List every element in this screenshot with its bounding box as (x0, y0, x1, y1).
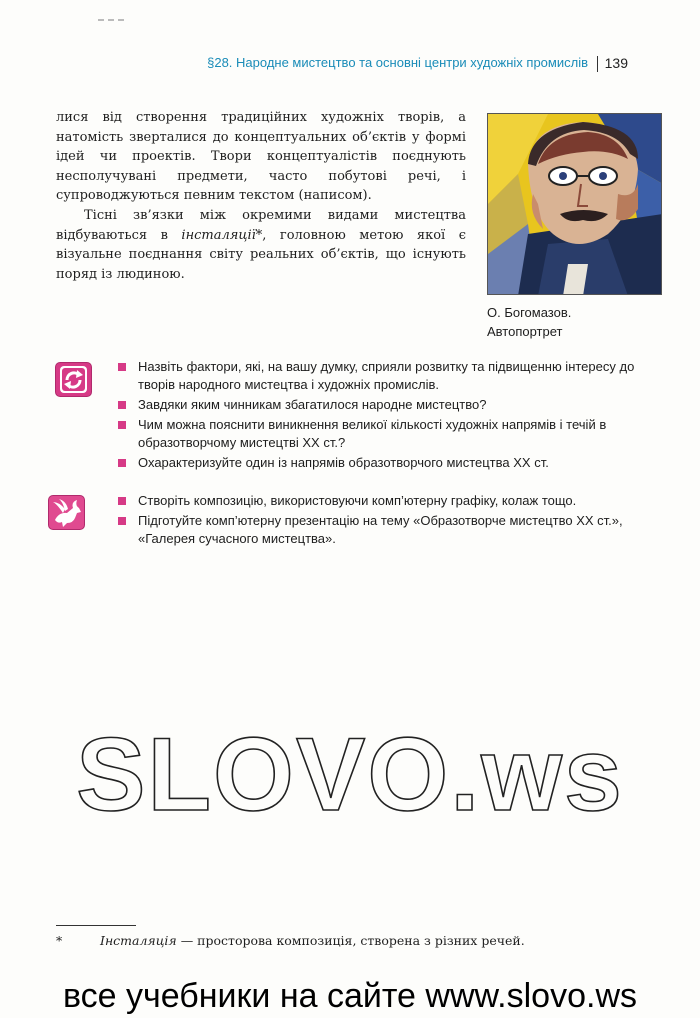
caption-author: О. Богомазов. (487, 305, 572, 320)
question-text: Охарактеризуйте один із напрямів образотворчого мистецтва XX ст. (138, 455, 549, 470)
list-item (116, 512, 636, 548)
bullet-square (118, 363, 126, 371)
question-text: Чим можна пояснити виникнення великої кількості художніх напрямів і течій в образотворчому мистецтві XX ст.? (138, 417, 607, 450)
caption-title: Автопортрет (487, 324, 563, 339)
list-item (116, 454, 636, 472)
site-banner: все учебники на сайте www.slovo.ws (62, 977, 637, 1015)
svg-text:SLOVO.ws: SLOVO.ws (76, 720, 624, 830)
question-text: Назвіть фактори, які, на вашу думку, сприяли розвитку та підвищенню інтересу до творів народного мистецтва і художніх промислів. (138, 359, 635, 392)
header-title: §28. Народне мистецтво та основні центри художніх промислів (207, 55, 588, 70)
paragraph-2-end: , головною метою якої є візуальне поєднання світу реальних об’єктів, що існують поряд із людиною. (56, 227, 466, 282)
watermark-logo (70, 720, 630, 830)
running-header (150, 55, 630, 75)
footnote-rule (56, 925, 136, 926)
list-item (116, 358, 636, 394)
page-number: 139 (604, 55, 628, 71)
scan-mark (98, 18, 138, 22)
main-text (56, 108, 466, 284)
bullet-square (118, 497, 126, 505)
header-separator (597, 56, 598, 72)
question-text: Завдяки яким чинникам збагатилося народне мистецтво? (138, 397, 487, 412)
figure-caption (487, 303, 667, 341)
footnote-marker: * (56, 933, 63, 948)
footnote-term: Інсталяція (100, 933, 177, 948)
paragraph-2-start: Тісні зв’язки між окремими видами мистецтва відбуваються в (56, 207, 466, 243)
bullet-square (118, 421, 126, 429)
portrait-image (488, 114, 662, 295)
task-text: Підготуйте комп’ютерну презентацію на тему «Образотворче мистецтво XX ст.», «Галерея сучасного мистецтва». (138, 513, 623, 546)
task-text: Створіть композицію, використовуючи комп’ютерну графіку, колаж тощо. (138, 493, 577, 508)
paragraph-2 (56, 206, 466, 284)
list-item (116, 492, 636, 510)
paragraph-2-term: інсталяції* (181, 227, 263, 243)
pegasus-icon (48, 495, 85, 530)
paragraph-1: лися від створення традиційних художніх творів, а натомість зверталися до концептуальних об’єктів у формі ідей чи проектів. Твори концептуалістів поєднують несполучувані предмети, часто побутові речі, і супроводжуються певним текстом (написом). (56, 110, 466, 204)
bullet-square (118, 401, 126, 409)
review-questions (116, 358, 636, 474)
footnote (56, 933, 616, 948)
creative-tasks (116, 492, 636, 550)
footnote-text: — просторова композиція, створена з різних речей. (176, 933, 525, 948)
bullet-square (118, 517, 126, 525)
refresh-icon (55, 362, 92, 397)
bullet-square (118, 459, 126, 467)
portrait-painting (487, 113, 662, 295)
list-item (116, 396, 636, 414)
list-item (116, 416, 636, 452)
